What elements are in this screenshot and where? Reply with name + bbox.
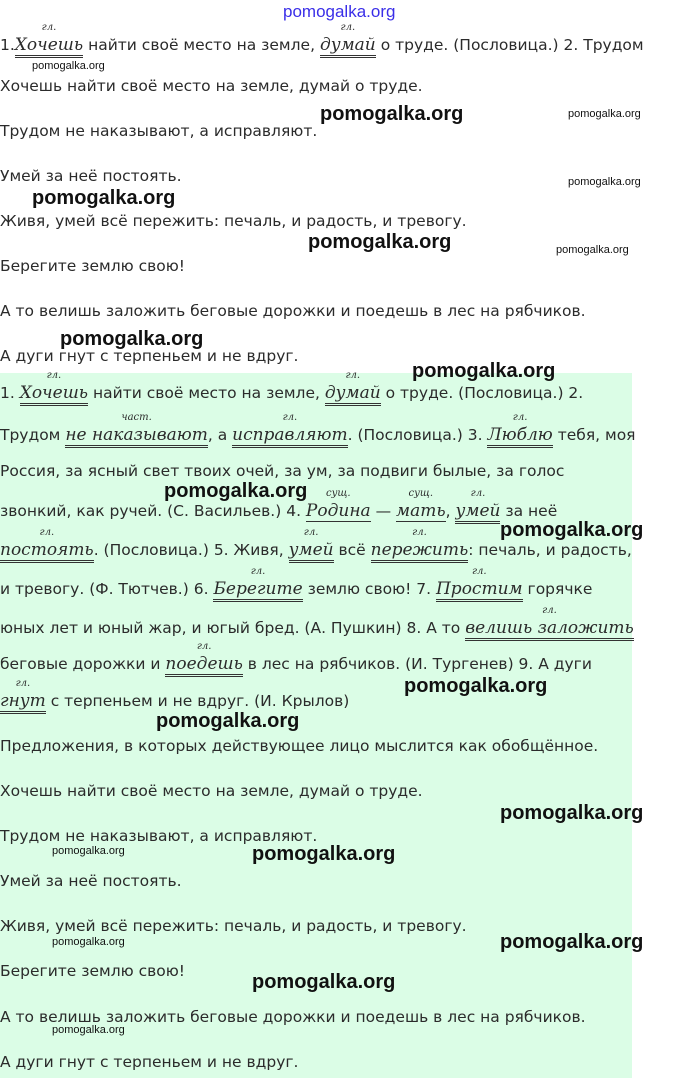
predicate: гл. умей [455,502,500,524]
watermark: pomogalka.org [60,328,204,350]
part-of-speech-label: сущ. [408,488,434,499]
answer-line-2: Трудом част. не наказывают, а гл. исправляют. (Пословица.) 3. гл. Люблю тебя, моя [0,426,636,448]
part-of-speech-label: гл. [15,678,31,689]
watermark: pomogalka.org [156,710,300,732]
predicate: гл. поедешь [165,655,242,677]
predicate: гл. велишь заложить [465,619,634,641]
sentence-7: А дуги гнут с терпеньем и не вдруг. [0,347,299,365]
answer-sentence-5: Берегите землю свою! [0,962,186,980]
part-of-speech-label: гл. [303,527,319,538]
predicate: гл. гнут [0,692,46,714]
watermark: pomogalka.org [556,244,629,256]
answer-line-1: 1. гл. Хочешь найти своё место на земле, гл. думай о труде. (Пословица.) 2. [0,384,583,406]
predicate: гл. умей [289,541,334,563]
predicate: гл. исправляют [232,426,348,448]
part-of-speech-label: гл. [39,527,55,538]
part-of-speech-label: гл. [542,605,557,616]
sentence-3: Умей за неё постоять. [0,167,182,185]
predicate: гл. думай [325,384,381,406]
predicate: гл. постоять [0,541,94,563]
sentence-6: А то велишь заложить беговые дорожки и поедешь в лес на рябчиков. [0,302,586,320]
predicate: гл. Хочешь [20,384,88,406]
predicate: гл. Простим [436,580,523,602]
part-of-speech-label: сущ. [325,488,351,499]
watermark: pomogalka.org [404,675,548,697]
part-of-speech-label: гл. [412,527,427,538]
watermark: pomogalka.org [52,936,125,948]
subject: сущ. мать [396,488,446,521]
part-of-speech-label: гл. [282,412,298,423]
part-of-speech-label: гл. [250,566,266,577]
watermark: pomogalka.org [320,103,464,125]
sentence-4: Живя, умей всё пережить: печаль, и радость, и тревогу. [0,212,467,230]
predicate: гл. Берегите [213,580,302,602]
task-line-1: 1. гл. Хочешь найти своё место на земле, гл. думай о труде. (Пословица.) 2. Трудом [0,36,644,58]
watermark: pomogalka.org [52,1024,125,1036]
watermark: pomogalka.org [412,360,556,382]
part-of-speech-label: гл. [41,22,57,33]
answer-sentence-6: А то велишь заложить беговые дорожки и поедешь в лес на рябчиков. [0,1008,586,1026]
watermark: pomogalka.org [500,931,644,953]
predicate: гл. думай [320,36,376,58]
answer-line-5: гл. постоять. (Пословица.) 5. Живя, гл. умей всё гл. пережить: печаль, и радость, [0,541,632,563]
predicate: гл. Хочешь [15,36,83,58]
answer-heading: Предложения, в которых действующее лицо мыслится как обобщённое. [0,737,599,755]
predicate: част. не наказывают [65,426,208,448]
watermark: pomogalka.org [32,187,176,209]
predicate: гл. пережить [371,541,469,563]
watermark: pomogalka.org [568,176,641,188]
watermark: pomogalka.org [500,802,644,824]
answer-sentence-4: Живя, умей всё пережить: печаль, и радость, и тревогу. [0,917,467,935]
answer-line-4: звонкий, как ручей. (С. Васильев.) 4. сущ. Родина — сущ. мать, гл. умей за неё [0,502,557,524]
answer-line-6: и тревогу. (Ф. Тютчев.) 6. гл. Берегите землю свою! 7. гл. Простим горячке [0,580,592,602]
answer-sentence-2: Трудом не наказывают, а исправляют. [0,827,318,845]
watermark: pomogalka.org [164,480,308,502]
watermark: pomogalka.org [308,231,452,253]
watermark: pomogalka.org [32,60,105,72]
part-of-speech-label: гл. [471,566,487,577]
answer-sentence-1: Хочешь найти своё место на земле, думай о труде. [0,782,423,800]
watermark-top: pomogalka.org [283,2,396,21]
subject: сущ. Родина [305,488,371,521]
part-of-speech-label: гл. [196,641,212,652]
answer-line-3: Россия, за ясный свет твоих очей, за ум, за подвиги былые, за голос [0,462,565,480]
part-of-speech-label: гл. [345,370,361,381]
part-of-speech-label: гл. [512,412,528,423]
part-of-speech-label: гл. [46,370,62,381]
part-of-speech-label: гл. [340,22,356,33]
answer-line-7: юных лет и юный жар, и югый бред. (А. Пушкин) 8. А то гл. велишь заложить [0,619,634,641]
watermark: pomogalka.org [500,519,644,541]
part-of-speech-label: гл. [470,488,486,499]
watermark: pomogalka.org [252,971,396,993]
watermark: pomogalka.org [252,843,396,865]
answer-sentence-3: Умей за неё постоять. [0,872,182,890]
sentence-1: Хочешь найти своё место на земле, думай о труде. [0,77,423,95]
sentence-5: Берегите землю свою! [0,257,186,275]
sentence-2: Трудом не наказывают, а исправляют. [0,122,318,140]
answer-sentence-7: А дуги гнут с терпеньем и не вдруг. [0,1053,299,1071]
watermark: pomogalka.org [568,108,641,120]
answer-line-9: гл. гнут с терпеньем и не вдруг. (И. Крылов) [0,692,349,714]
part-of-speech-label: част. [121,412,152,423]
predicate: гл. Люблю [487,426,552,448]
watermark: pomogalka.org [52,845,125,857]
answer-line-8: беговые дорожки и гл. поедешь в лес на рябчиков. (И. Тургенев) 9. А дуги [0,655,592,677]
